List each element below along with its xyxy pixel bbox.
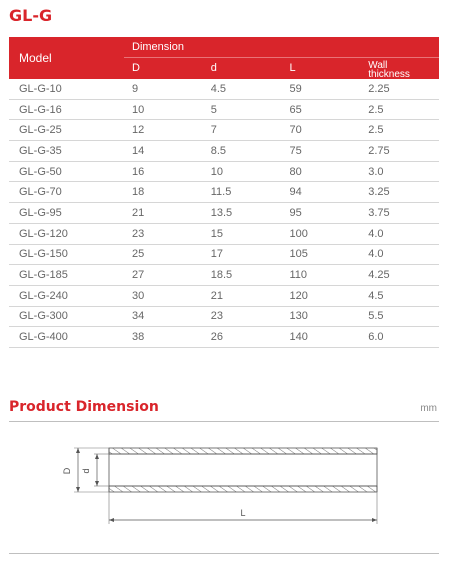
- table-row: [9, 79, 439, 100]
- cell-d: 13.5: [203, 203, 282, 224]
- cell-L: 105: [282, 244, 361, 265]
- cell-model: GL-G-150: [9, 244, 124, 265]
- tube-section: [109, 448, 377, 492]
- label-d: d: [81, 468, 91, 474]
- cell-model: GL-G-300: [9, 306, 124, 327]
- table-row: [9, 265, 439, 286]
- specification-table: [9, 37, 439, 348]
- cell-d: 8.5: [203, 141, 282, 162]
- cell-D: 27: [124, 265, 203, 286]
- cell-wall-thickness: 2.5: [360, 120, 439, 141]
- product-dimension-drawing: [60, 436, 400, 528]
- cell-model: GL-G-120: [9, 223, 124, 244]
- cell-D: 9: [124, 79, 203, 100]
- cell-D: 25: [124, 244, 203, 265]
- table-row: [9, 120, 439, 141]
- cell-wall-thickness: 2.75: [360, 141, 439, 162]
- cell-d: 23: [203, 306, 282, 327]
- cell-L: 94: [282, 182, 361, 203]
- cell-d: 18.5: [203, 265, 282, 286]
- table-row: [9, 244, 439, 265]
- column-header-wall-thickness: [360, 57, 439, 79]
- cell-D: 34: [124, 306, 203, 327]
- cell-L: 59: [282, 79, 361, 100]
- cell-wall-thickness: 3.75: [360, 203, 439, 224]
- dimension-L: [109, 492, 377, 524]
- cell-L: 130: [282, 306, 361, 327]
- cell-D: 16: [124, 161, 203, 182]
- section-divider: [9, 421, 439, 422]
- cell-d: 7: [203, 120, 282, 141]
- cell-wall-thickness: 2.5: [360, 99, 439, 120]
- cell-L: 70: [282, 120, 361, 141]
- cell-L: 80: [282, 161, 361, 182]
- cell-wall-thickness: 3.0: [360, 161, 439, 182]
- cell-L: 110: [282, 265, 361, 286]
- table-row: [9, 285, 439, 306]
- table-row: [9, 182, 439, 203]
- cell-L: 65: [282, 99, 361, 120]
- cell-wall-thickness: 2.25: [360, 79, 439, 100]
- cell-d: 5: [203, 99, 282, 120]
- page-title: GL-G: [9, 6, 53, 25]
- cell-D: 14: [124, 141, 203, 162]
- table-body: [9, 79, 439, 348]
- cell-d: 17: [203, 244, 282, 265]
- cell-model: GL-G-50: [9, 161, 124, 182]
- cell-model: GL-G-400: [9, 327, 124, 348]
- unit-label: mm: [420, 403, 437, 414]
- bottom-divider: [9, 553, 439, 554]
- cell-wall-thickness: 4.0: [360, 223, 439, 244]
- cell-L: 140: [282, 327, 361, 348]
- cell-wall-thickness: 4.5: [360, 285, 439, 306]
- table-row: [9, 141, 439, 162]
- cell-model: GL-G-185: [9, 265, 124, 286]
- cell-d: 4.5: [203, 79, 282, 100]
- column-header-d: d: [203, 57, 282, 79]
- cell-D: 10: [124, 99, 203, 120]
- cell-model: GL-G-25: [9, 120, 124, 141]
- table-row: [9, 203, 439, 224]
- table-row: [9, 99, 439, 120]
- cell-L: 100: [282, 223, 361, 244]
- cell-model: GL-G-95: [9, 203, 124, 224]
- cell-model: GL-G-10: [9, 79, 124, 100]
- column-header-L: L: [282, 57, 361, 79]
- table-row: [9, 161, 439, 182]
- cell-L: 95: [282, 203, 361, 224]
- cell-wall-thickness: 3.25: [360, 182, 439, 203]
- column-header-model: Model: [9, 37, 124, 79]
- label-D: D: [62, 467, 72, 475]
- cell-d: 21: [203, 285, 282, 306]
- table-row: [9, 327, 439, 348]
- cell-wall-thickness: 5.5: [360, 306, 439, 327]
- cell-D: 30: [124, 285, 203, 306]
- cell-L: 120: [282, 285, 361, 306]
- cell-d: 11.5: [203, 182, 282, 203]
- cell-D: 23: [124, 223, 203, 244]
- wall-label-line2: thickness: [368, 68, 410, 80]
- cell-wall-thickness: 6.0: [360, 327, 439, 348]
- cell-D: 21: [124, 203, 203, 224]
- cell-D: 12: [124, 120, 203, 141]
- cell-d: 15: [203, 223, 282, 244]
- cell-d: 26: [203, 327, 282, 348]
- column-header-D: D: [124, 57, 203, 79]
- cell-model: GL-G-35: [9, 141, 124, 162]
- section-title: Product Dimension: [9, 399, 159, 415]
- cell-wall-thickness: 4.0: [360, 244, 439, 265]
- cell-wall-thickness: 4.25: [360, 265, 439, 286]
- cell-D: 18: [124, 182, 203, 203]
- cell-model: GL-G-16: [9, 99, 124, 120]
- cell-model: GL-G-70: [9, 182, 124, 203]
- cell-d: 10: [203, 161, 282, 182]
- tube-wall-bottom: [109, 486, 377, 492]
- column-header-dimension: Dimension: [124, 37, 439, 57]
- cell-L: 75: [282, 141, 361, 162]
- label-L: L: [240, 508, 246, 518]
- table-row: [9, 223, 439, 244]
- table-row: [9, 306, 439, 327]
- dimension-d: [81, 454, 109, 486]
- cell-D: 38: [124, 327, 203, 348]
- cell-model: GL-G-240: [9, 285, 124, 306]
- wall-label-line1: Wall: [368, 59, 388, 71]
- tube-wall-top: [109, 448, 377, 454]
